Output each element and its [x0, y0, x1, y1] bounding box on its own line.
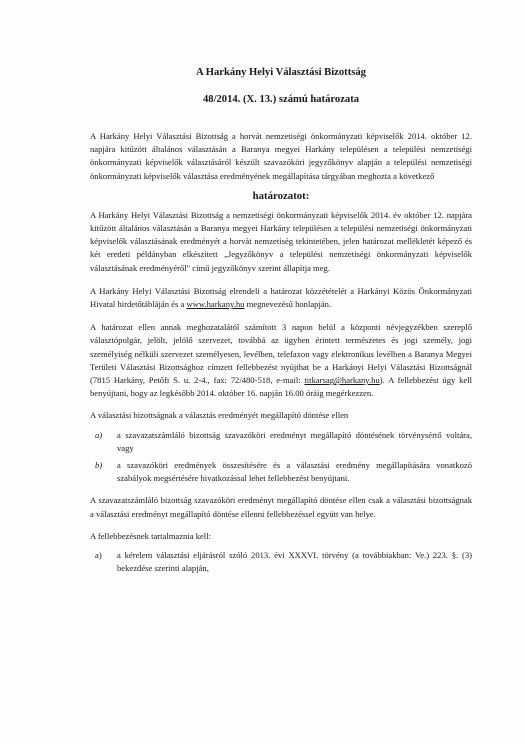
list-item-text: a szavazatszámláló bizottság szavazóköri eredményt megállapító döntésének törvénysértő voltára, vagy — [117, 429, 472, 453]
counting-committee-paragraph: A szavazatszámláló bizottság szavazóköri eredményt megállapító döntése ellen csak a választási bizottságnak a választási eredményt megállapító döntése ellenni fellebbezéssel együtt van helye. — [90, 495, 472, 519]
list-marker: a) — [95, 550, 102, 561]
email-link[interactable]: titkarsag@harkany.hu — [304, 375, 380, 386]
document-subtitle: 48/2014. (X. 13.) számú határozata — [202, 94, 360, 105]
appeal-content-list — [90, 549, 472, 575]
appeal-text-start: A határozat ellen annak meghozatalától számított 3 napon belül a központi névjegyzékben szereplő választópolgár, jelölt, jelölő szervezet, továbbá az ügyben érintett természetes és jogi személy, jogi személyiség nélküli szervezet személyesen, levélben, telefaxon vagy elektronikus levélben a Baranya Megyei Területi Választási Bizottsághoz címzett fellebbezést nyújthat be a Harkányi Helyi Választási Bizottságnál (7815 Harkány, Petőfi S. u. 2-4., fax: 72/480-518, e-mail: — [90, 322, 472, 386]
website-link[interactable]: www.harkany.hu — [186, 299, 245, 310]
list-item — [90, 459, 472, 485]
decision-paragraph: A Harkány Helyi Választási Bizottság a nemzetiségi önkormányzati képviselők 2014. év október 12. napjára kitűzött általános választásán a Baranya megyei Harkány településen a települési nemzetiségi önkormányzati képviselők választásának eredményét a horvát nemzetiség tekintetében, jelen határozat mellékletét képező és két eredeti példányban elkészített „Jegyzőkönyv a települési nemzetiségi önkormányzati képviselők választásának eredményéről" című jegyzőkönyv szerint állapítja meg. — [90, 209, 472, 273]
list-marker: a) — [95, 429, 103, 440]
appeal-paragraph — [90, 321, 472, 400]
publication-text-end: megnevezésű honlapján. — [244, 299, 332, 310]
publication-paragraph — [90, 285, 472, 311]
list-item — [90, 429, 472, 455]
publication-text-start: A Harkány Helyi Választási Bizottság elrendeli a határozat közzétételét a Harkányi Közös Önkormányzati Hivatal hirdetőtábláján és a — [90, 285, 472, 310]
document-body — [90, 66, 472, 575]
appeal-text-end: ). A fellebbezést úgy kell benyújtani, hogy az legkésőbb 2014. október 16. napján 16.00 óráig megérkezzen. — [90, 375, 472, 399]
appeal-content-intro: A fellebbezésnek tartalmaznia kell: — [90, 530, 211, 541]
grounds-list — [90, 429, 472, 486]
decision-heading: határozatot: — [252, 189, 310, 202]
list-item — [90, 549, 472, 575]
list-item-text: a szavazóköri eredmények összesítésére és a választási eredmény megállapítására vonatkozó szabályok megsértésére hivatkozással lehet fellebbezést benyújtani. — [117, 460, 472, 484]
list-item-text: a kérelem választási eljárásról szóló 2013. évi XXXVI. törvény (a továbbiakban: Ve.) 223. §. (3) bekezdése szerinti alapján, — [117, 550, 472, 574]
list-marker: b) — [95, 460, 103, 471]
document-title: A Harkány Helyi Választási Bizottság — [196, 67, 366, 78]
grounds-paragraph: A választási bizottságnak a választás eredményét megállapító döntése ellen — [90, 410, 349, 421]
intro-paragraph: A Harkány Helyi Választási Bizottság a horvát nemzetiségi önkormányzati képviselők 2014. október 12. napjára kitűzött általános választásán a Baranya megyei Harkány településen a települési nemzetiségi önkormányzati képviselők választásáról készült szavazóköri jegyzőkönyv alapján a települési nemzetiségi önkormányzati képviselők választása eredményének megállapítása tárgyában meghozta a következő — [90, 131, 472, 181]
